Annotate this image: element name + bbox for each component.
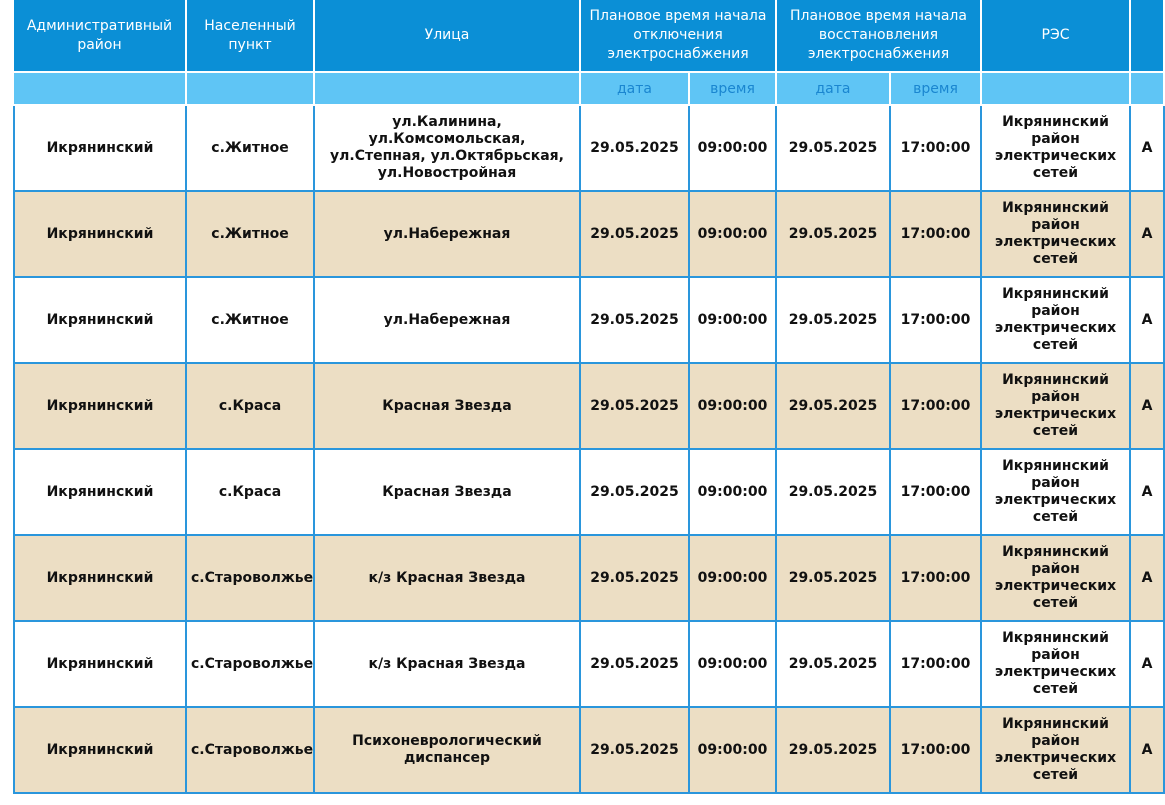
cell-on-date: 29.05.2025 bbox=[776, 277, 890, 363]
header-restore-time: Плановое время начала восстановления электроснабжения bbox=[776, 0, 981, 72]
cell-off-time: 09:00:00 bbox=[689, 277, 776, 363]
cell-settlement: с.Житное bbox=[186, 105, 314, 191]
cell-district: Икрянинский bbox=[14, 105, 186, 191]
cell-on-time: 17:00:00 bbox=[890, 621, 981, 707]
cell-street: к/з Красная Звезда bbox=[314, 535, 580, 621]
cell-district: Икрянинский bbox=[14, 621, 186, 707]
subheader-on-date: дата bbox=[776, 72, 890, 105]
cell-street: Красная Звезда bbox=[314, 363, 580, 449]
cell-on-date: 29.05.2025 bbox=[776, 191, 890, 277]
cell-settlement: с.Житное bbox=[186, 191, 314, 277]
cell-on-time: 17:00:00 bbox=[890, 535, 981, 621]
cell-res: Икрянинский район электрических сетей bbox=[981, 191, 1130, 277]
header-extra bbox=[1130, 0, 1164, 72]
cell-settlement: с.Краса bbox=[186, 363, 314, 449]
cell-extra: А bbox=[1130, 363, 1164, 449]
cell-district: Икрянинский bbox=[14, 363, 186, 449]
cell-on-date: 29.05.2025 bbox=[776, 535, 890, 621]
outage-schedule-table bbox=[13, 0, 1165, 794]
cell-off-time: 09:00:00 bbox=[689, 105, 776, 191]
cell-off-time: 09:00:00 bbox=[689, 535, 776, 621]
cell-district: Икрянинский bbox=[14, 191, 186, 277]
cell-on-time: 17:00:00 bbox=[890, 363, 981, 449]
cell-on-time: 17:00:00 bbox=[890, 277, 981, 363]
cell-street: ул.Набережная bbox=[314, 277, 580, 363]
table-row bbox=[14, 191, 1164, 277]
table-row bbox=[14, 363, 1164, 449]
subheader-empty bbox=[14, 72, 186, 105]
cell-on-date: 29.05.2025 bbox=[776, 707, 890, 793]
cell-settlement: с.Житное bbox=[186, 277, 314, 363]
cell-extra: А bbox=[1130, 191, 1164, 277]
table-row bbox=[14, 707, 1164, 793]
cell-off-date: 29.05.2025 bbox=[580, 363, 689, 449]
cell-street: Психоневрологический диспансер bbox=[314, 707, 580, 793]
cell-district: Икрянинский bbox=[14, 707, 186, 793]
cell-off-time: 09:00:00 bbox=[689, 449, 776, 535]
cell-off-time: 09:00:00 bbox=[689, 363, 776, 449]
cell-street: ул.Набережная bbox=[314, 191, 580, 277]
cell-res: Икрянинский район электрических сетей bbox=[981, 277, 1130, 363]
cell-settlement: с.Краса bbox=[186, 449, 314, 535]
cell-off-date: 29.05.2025 bbox=[580, 535, 689, 621]
outage-table-container bbox=[13, 0, 1153, 805]
cell-district: Икрянинский bbox=[14, 449, 186, 535]
cell-on-date: 29.05.2025 bbox=[776, 449, 890, 535]
cell-street: к/з Красная Звезда bbox=[314, 621, 580, 707]
cell-extra: А bbox=[1130, 535, 1164, 621]
cell-street: ул.Калинина, ул.Комсомольская, ул.Степная, ул.Октябрьская, ул.Новостройная bbox=[314, 105, 580, 191]
subheader-off-date: дата bbox=[580, 72, 689, 105]
cell-on-time: 17:00:00 bbox=[890, 191, 981, 277]
cell-off-date: 29.05.2025 bbox=[580, 707, 689, 793]
subheader-on-time: время bbox=[890, 72, 981, 105]
header-row bbox=[14, 0, 1164, 72]
cell-res: Икрянинский район электрических сетей bbox=[981, 621, 1130, 707]
cell-off-time: 09:00:00 bbox=[689, 707, 776, 793]
subheader-empty bbox=[314, 72, 580, 105]
cell-res: Икрянинский район электрических сетей bbox=[981, 707, 1130, 793]
cell-district: Икрянинский bbox=[14, 277, 186, 363]
cell-extra: А bbox=[1130, 621, 1164, 707]
cell-district: Икрянинский bbox=[14, 535, 186, 621]
cell-off-time: 09:00:00 bbox=[689, 191, 776, 277]
table-row bbox=[14, 621, 1164, 707]
subheader-empty bbox=[186, 72, 314, 105]
subheader-empty bbox=[1130, 72, 1164, 105]
cell-res: Икрянинский район электрических сетей bbox=[981, 105, 1130, 191]
subheader-empty bbox=[981, 72, 1130, 105]
cell-extra: А bbox=[1130, 449, 1164, 535]
cell-settlement: с.Староволжье bbox=[186, 707, 314, 793]
table-row bbox=[14, 105, 1164, 191]
cell-extra: А bbox=[1130, 707, 1164, 793]
cell-off-date: 29.05.2025 bbox=[580, 277, 689, 363]
cell-off-date: 29.05.2025 bbox=[580, 105, 689, 191]
cell-res: Икрянинский район электрических сетей bbox=[981, 363, 1130, 449]
cell-off-date: 29.05.2025 bbox=[580, 191, 689, 277]
cell-settlement: с.Староволжье bbox=[186, 535, 314, 621]
header-settlement: Населенный пункт bbox=[186, 0, 314, 72]
table-row bbox=[14, 449, 1164, 535]
cell-off-date: 29.05.2025 bbox=[580, 449, 689, 535]
cell-off-time: 09:00:00 bbox=[689, 621, 776, 707]
cell-res: Икрянинский район электрических сетей bbox=[981, 535, 1130, 621]
subheader-off-time: время bbox=[689, 72, 776, 105]
cell-on-date: 29.05.2025 bbox=[776, 363, 890, 449]
cell-off-date: 29.05.2025 bbox=[580, 621, 689, 707]
header-district: Административный район bbox=[14, 0, 186, 72]
cell-settlement: с.Староволжье bbox=[186, 621, 314, 707]
cell-on-time: 17:00:00 bbox=[890, 707, 981, 793]
header-off-time: Плановое время начала отключения электроснабжения bbox=[580, 0, 776, 72]
cell-on-time: 17:00:00 bbox=[890, 105, 981, 191]
header-res: РЭС bbox=[981, 0, 1130, 72]
cell-on-date: 29.05.2025 bbox=[776, 621, 890, 707]
table-row bbox=[14, 277, 1164, 363]
cell-res: Икрянинский район электрических сетей bbox=[981, 449, 1130, 535]
table-row bbox=[14, 535, 1164, 621]
cell-on-time: 17:00:00 bbox=[890, 449, 981, 535]
cell-street: Красная Звезда bbox=[314, 449, 580, 535]
cell-on-date: 29.05.2025 bbox=[776, 105, 890, 191]
header-street: Улица bbox=[314, 0, 580, 72]
cell-extra: А bbox=[1130, 277, 1164, 363]
cell-extra: А bbox=[1130, 105, 1164, 191]
subheader-row bbox=[14, 72, 1164, 105]
